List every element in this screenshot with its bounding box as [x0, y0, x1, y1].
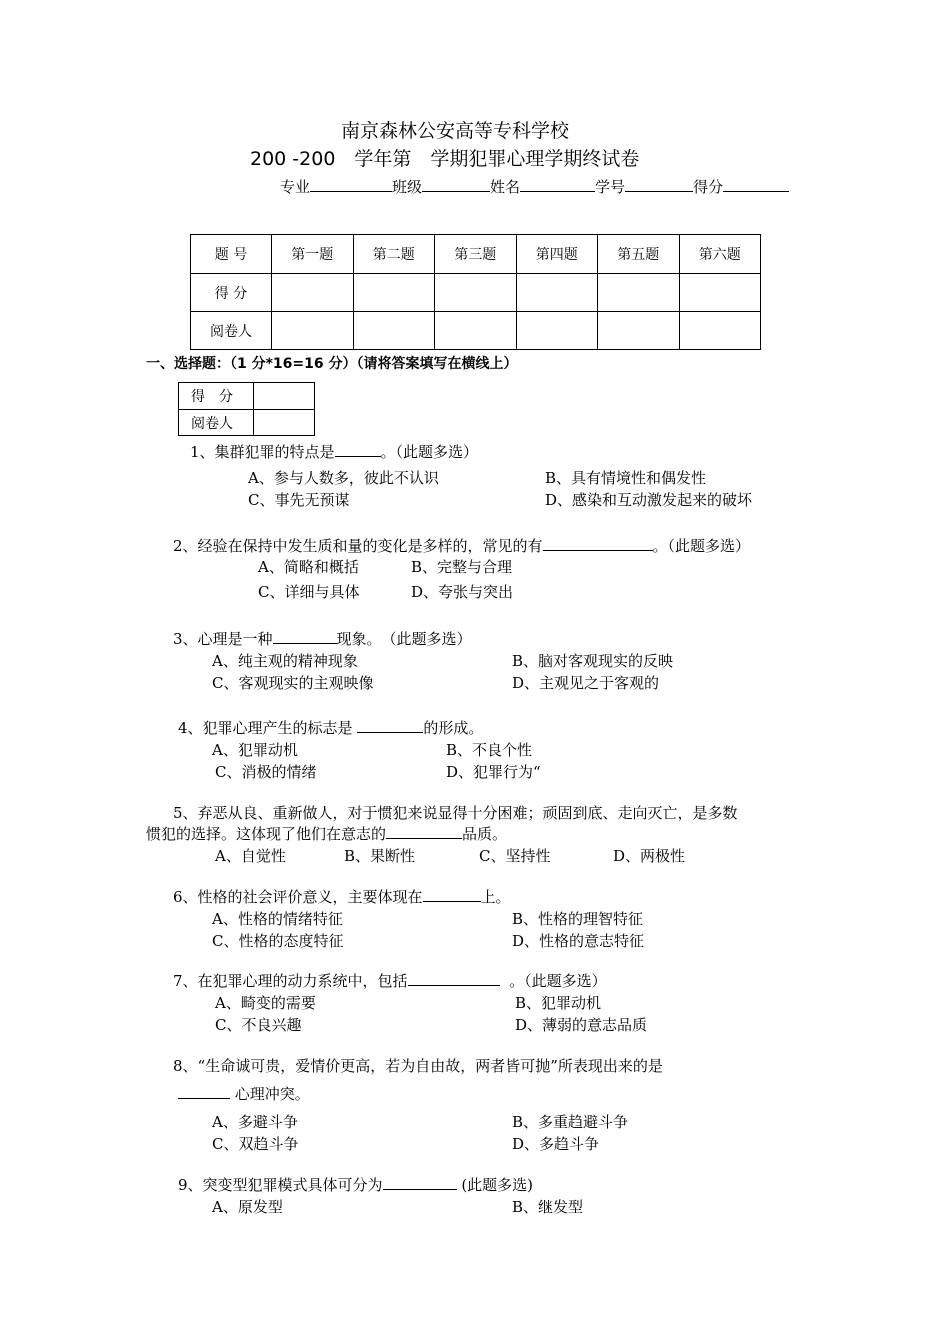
score-cell[interactable] [679, 274, 761, 312]
score-table-header-cell: 题 号 [191, 235, 272, 274]
grader-cell[interactable] [435, 312, 517, 350]
score-table-header-cell: 第五题 [598, 235, 680, 274]
option: C、消极的情绪 [215, 763, 317, 781]
field-class-label: 班级 [392, 178, 423, 196]
question-stem: 5、弃恶从良、重新做人，对于惯犯来说显得十分困难；顽固到底、走向灭亡，是多数 [173, 804, 738, 822]
answer-blank[interactable] [543, 535, 653, 551]
option: D、薄弱的意志品质 [515, 1016, 648, 1034]
option: B、不良个性 [446, 741, 533, 759]
field-id-label: 学号 [595, 178, 626, 196]
option: B、多重趋避斗争 [512, 1113, 629, 1131]
option: B、继发型 [512, 1198, 584, 1216]
option: B、完整与合理 [411, 558, 513, 576]
option: D、感染和互动激发起来的破坏 [545, 491, 753, 509]
option: A、自觉性 [215, 847, 286, 865]
grader-cell[interactable] [598, 312, 680, 350]
exam-title: 200 -200 学年第 学期犯罪心理学期终试卷 [250, 148, 640, 170]
field-id-blank[interactable] [625, 176, 693, 192]
option: A、参与人数多，彼此不认识 [248, 469, 439, 487]
option: A、性格的情绪特征 [212, 910, 343, 928]
option: C、客观现实的主观映像 [212, 674, 374, 692]
option: B、脑对客观现实的反映 [512, 652, 674, 670]
field-class-blank[interactable] [422, 176, 490, 192]
score-table-header-cell: 第二题 [353, 235, 435, 274]
grader-cell[interactable] [679, 312, 761, 350]
field-major-label: 专业 [280, 178, 311, 196]
option: B、具有情境性和偶发性 [545, 469, 707, 487]
question-stem: 7、在犯罪心理的动力系统中，包括 。（此题多选） [173, 972, 607, 990]
answer-blank[interactable] [386, 823, 462, 839]
grader-cell[interactable] [353, 312, 435, 350]
field-name-label: 姓名 [490, 178, 521, 196]
question-stem: 9、突变型犯罪模式具体可分为 (此题多选) [178, 1176, 534, 1194]
score-cell[interactable] [435, 274, 517, 312]
question-stem-continued: 惯犯的选择。这体现了他们在意志的 品质。 [146, 825, 508, 843]
option: C、双趋斗争 [212, 1135, 299, 1153]
field-major-blank[interactable] [310, 176, 392, 192]
option: D、多趋斗争 [512, 1135, 600, 1153]
option: C、坚持性 [479, 847, 551, 865]
answer-blank[interactable] [408, 970, 500, 986]
score-table-header-cell: 第一题 [272, 235, 354, 274]
field-score-blank[interactable] [723, 176, 789, 192]
option: D、主观见之于客观的 [512, 674, 660, 692]
student-info-line [280, 176, 789, 197]
question-stem: 2、经验在保持中发生质和量的变化是多样的，常见的有 。（此题多选） [173, 537, 751, 555]
grader-cell[interactable] [272, 312, 354, 350]
option: B、性格的理智特征 [512, 910, 644, 928]
score-cell[interactable] [598, 274, 680, 312]
option: D、夸张与突出 [411, 583, 514, 601]
option: D、两极性 [613, 847, 686, 865]
option: A、畸变的需要 [215, 994, 316, 1012]
section-title: 一、选择题：（1 分*16=16 分）（请将答案填写在横线上） [146, 356, 518, 372]
score-table-header-cell: 第六题 [679, 235, 761, 274]
question-stem: 8、“生命诚可贵，爱情价更高，若为自由故，两者皆可抛”所表现出来的是 [173, 1057, 663, 1075]
score-table [190, 234, 761, 350]
option: C、不良兴趣 [215, 1016, 302, 1034]
question-stem: 3、心理是一种 现象。 （此题多选） [173, 630, 472, 648]
answer-blank[interactable] [178, 1083, 230, 1099]
section-score-cell[interactable] [254, 383, 315, 410]
question-stem: 1、集群犯罪的特点是 。（此题多选） [190, 443, 479, 461]
option: A、简略和概括 [258, 558, 359, 576]
option: D、犯罪行为“ [446, 763, 541, 781]
answer-blank[interactable] [273, 628, 337, 644]
answer-blank[interactable] [383, 1174, 457, 1190]
score-row-label: 得 分 [191, 274, 272, 312]
section-score-table [178, 382, 315, 436]
option: C、详细与具体 [258, 583, 360, 601]
option: A、犯罪动机 [212, 741, 298, 759]
section-score-label: 得 分 [179, 383, 254, 410]
school-name: 南京森林公安高等专科学校 [341, 120, 570, 142]
option: B、果断性 [344, 847, 416, 865]
question-stem-continued: 心理冲突。 [178, 1083, 310, 1104]
field-score-label: 得分 [693, 178, 724, 196]
option: C、事先无预谋 [248, 491, 350, 509]
field-name-blank[interactable] [520, 176, 595, 192]
answer-blank[interactable] [357, 717, 423, 733]
option: A、原发型 [212, 1198, 283, 1216]
option: B、犯罪动机 [515, 994, 602, 1012]
option: C、性格的态度特征 [212, 932, 344, 950]
grader-cell[interactable] [516, 312, 598, 350]
answer-blank[interactable] [335, 441, 381, 457]
score-table-header-cell: 第三题 [435, 235, 517, 274]
answer-blank[interactable] [423, 886, 481, 902]
question-stem: 4、犯罪心理产生的标志是 的形成。 [178, 719, 484, 737]
option: A、纯主观的精神现象 [212, 652, 358, 670]
score-cell[interactable] [353, 274, 435, 312]
score-table-header-cell: 第四题 [516, 235, 598, 274]
question-stem: 6、性格的社会评价意义，主要体现在 上。 [173, 888, 511, 906]
option: D、性格的意志特征 [512, 932, 645, 950]
score-cell[interactable] [516, 274, 598, 312]
section-grader-cell[interactable] [254, 410, 315, 436]
section-grader-label: 阅卷人 [179, 410, 254, 436]
grader-row-label: 阅卷人 [191, 312, 272, 350]
option: A、多避斗争 [212, 1113, 298, 1131]
score-cell[interactable] [272, 274, 354, 312]
